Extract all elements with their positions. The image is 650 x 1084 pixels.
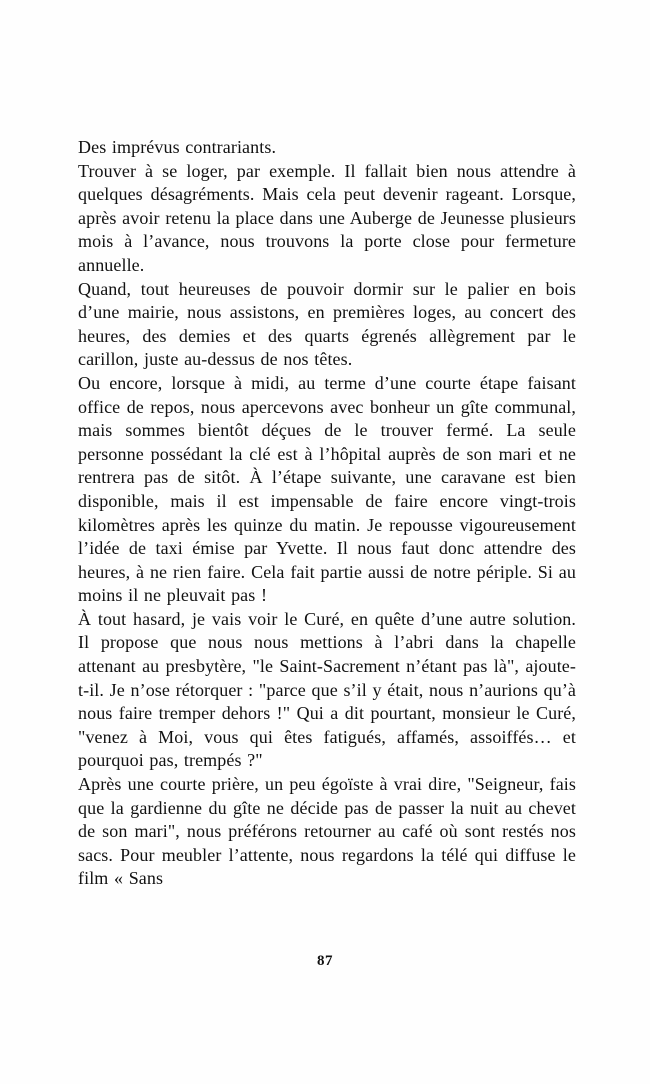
paragraph: Trouver à se loger, par exemple. Il fallait bien nous attendre à quelques désagréments. Mais cela peut devenir rageant. Lorsque, après avoir retenu la place dans une Auberge de Jeunesse plusieurs mois à l’avance, nous trouvons la porte close pour fermeture annuelle.	[78, 160, 576, 275]
paragraph: Ou encore, lorsque à midi, au terme d’une courte étape faisant office de repos, nous apercevons avec bonheur un gîte communal, mais sommes bientôt déçues de le trouver fermé. La seule personne possédant la clé est à l’hôpital auprès de son mari et ne rentrera pas de sitôt. À l’étape suivante, une caravane est bien disponible, mais il est impensable de faire encore vingt-trois kilomètres après les quinze du matin. Je repousse vigoureusement l’idée de taxi émise par Yvette. Il nous faut donc attendre des heures, à ne rien faire. Cela fait partie aussi de notre périple. Si au moins il ne pleuvait pas !	[78, 372, 576, 606]
paragraph-heading-line: Des imprévus contrariants.	[78, 137, 277, 157]
paragraph: Après une courte prière, un peu égoïste à vrai dire, "Seigneur, fais que la gardienne du gîte ne décide pas de passer la nuit au chevet de son mari", nous préférons retourner au café où sont restés nos sacs. Pour meubler l’attente, nous regardons la télé qui diffuse le film « Sans	[78, 774, 576, 889]
body-text	[78, 136, 576, 891]
page-number: 87	[317, 953, 333, 969]
paragraph: À tout hasard, je vais voir le Curé, en quête d’une autre solution. Il propose que nous nous mettions à l’abri dans la chapelle attenant au presbytère, "le Saint-Sacrement n’étant pas là", ajoute-t-il. Je n’ose rétorquer : "parce que s’il y était, nous n’aurions qu’à nous faire tremper dehors !" Qui a dit pourtant, monsieur le Curé, "venez à Moi, vous qui êtes fatigués, affamés, assoiffés… et pourquoi pas, trempés ?"	[78, 608, 576, 771]
paragraph: Quand, tout heureuses de pouvoir dormir sur le palier en bois d’une mairie, nous assistons, en premières loges, au concert des heures, des demies et des quarts égrenés allègrement par le carillon, juste au-dessus de nos têtes.	[78, 278, 576, 370]
